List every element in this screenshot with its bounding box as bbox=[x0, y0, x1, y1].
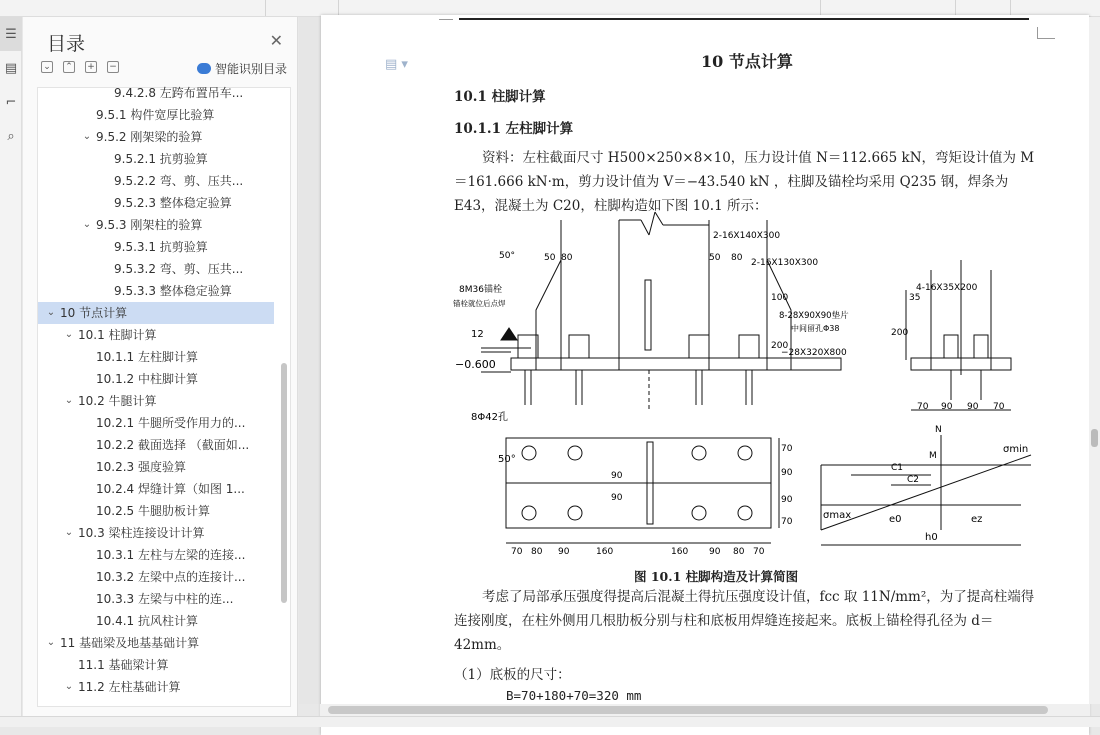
toc-item[interactable] bbox=[38, 170, 274, 192]
toc-item-label: 11.2 左柱基础计算 bbox=[78, 680, 181, 694]
toc-item-label: 9.5.2.2 弯、剪、压共... bbox=[114, 174, 244, 188]
toc-item-label: 10.2.5 牛腿肋板计算 bbox=[96, 504, 210, 518]
chevron-down-icon[interactable]: ⌄ bbox=[64, 681, 74, 692]
toc-item-label: 10.3.3 左梁与中柱的连... bbox=[96, 592, 234, 606]
e0-label: e0 bbox=[889, 514, 902, 525]
toc-item[interactable] bbox=[38, 104, 274, 126]
toc-item-label: 9.5.2 刚架梁的验算 bbox=[96, 130, 203, 144]
toc-toolbar bbox=[41, 61, 119, 73]
c1-label: C1 bbox=[891, 463, 904, 473]
toc-item-label: 9.5.3.3 整体稳定验算 bbox=[114, 284, 232, 298]
remove-icon[interactable]: − bbox=[107, 61, 119, 73]
toc-item[interactable] bbox=[38, 522, 274, 544]
search-icon[interactable]: ⌕ bbox=[7, 128, 15, 144]
dim-label: 200 bbox=[891, 328, 909, 338]
toc-item[interactable] bbox=[38, 588, 274, 610]
dim-label: 80 bbox=[531, 547, 543, 557]
ez-label: ez bbox=[971, 514, 983, 525]
dim-label: 200 bbox=[771, 341, 789, 351]
plan-view bbox=[506, 438, 779, 543]
toc-item[interactable] bbox=[38, 126, 274, 148]
toc-item[interactable] bbox=[38, 324, 274, 346]
document-icon[interactable]: ▤ ▾ bbox=[385, 57, 408, 72]
toc-item[interactable] bbox=[38, 258, 274, 280]
figure-caption: 图 10.1 柱脚构造及计算简图 bbox=[634, 569, 799, 584]
formula: B=70+180+70=320 mm bbox=[506, 688, 642, 703]
dim-label: 50 bbox=[709, 253, 721, 263]
toc-item-label: 10.2.4 焊缝计算（如图 1... bbox=[96, 482, 245, 496]
toc-item-label: 10.2.1 牛腿所受作用力的... bbox=[96, 416, 246, 430]
toc-item-label: 9.5.2.1 抗剪验算 bbox=[114, 152, 208, 166]
toc-item-label: 11 基础梁及地基基础计算 bbox=[60, 636, 200, 650]
axial-force-label: N bbox=[935, 425, 942, 435]
dim-label: 80 bbox=[733, 547, 745, 557]
toc-item[interactable] bbox=[38, 610, 274, 632]
chapter-title: 10 节点计算 bbox=[701, 52, 793, 71]
dim-label: 90 bbox=[781, 468, 793, 478]
toc-item-label: 9.5.1 构件宽厚比验算 bbox=[96, 108, 215, 122]
toc-item[interactable] bbox=[38, 390, 274, 412]
dim-label: 80 bbox=[561, 253, 573, 263]
dim-label: 70 bbox=[917, 402, 929, 412]
bolt-note: 锚栓就位后点焊 bbox=[453, 299, 506, 308]
toc-item-label: 9.5.3.1 抗剪验算 bbox=[114, 240, 208, 254]
toc-item[interactable] bbox=[38, 82, 274, 104]
stiffener-label: 4-16X35X200 bbox=[916, 283, 978, 293]
toc-item-label: 9.4.2.8 左跨布置吊车... bbox=[114, 86, 244, 100]
dim-label: 160 bbox=[596, 547, 614, 557]
plate-label: 2-16X130X300 bbox=[751, 258, 819, 268]
dim-label: 90 bbox=[781, 495, 793, 505]
chevron-down-icon[interactable]: ⌄ bbox=[64, 527, 74, 538]
subsection-title: 10.1.1 左柱脚计算 bbox=[454, 121, 574, 137]
toc-item[interactable] bbox=[38, 412, 274, 434]
list-item: （1）底板的尺寸： bbox=[454, 667, 571, 683]
dim-label: 70 bbox=[753, 547, 765, 557]
vertical-scrollbar[interactable] bbox=[1089, 17, 1100, 704]
sigma-max-label: σmax bbox=[823, 510, 852, 521]
toc-item[interactable] bbox=[38, 236, 274, 258]
document-area bbox=[299, 17, 1100, 704]
toc-item[interactable] bbox=[38, 214, 274, 236]
toc-item[interactable] bbox=[38, 654, 274, 676]
dim-label: 90 bbox=[967, 402, 979, 412]
chevron-down-icon[interactable]: ⌄ bbox=[82, 219, 92, 230]
chevron-down-icon[interactable]: ⌄ bbox=[64, 329, 74, 340]
toc-item-label: 9.5.3.2 弯、剪、压共... bbox=[114, 262, 244, 276]
toc-item-label: 10.4.1 抗风柱计算 bbox=[96, 614, 198, 628]
dim-label: 35 bbox=[909, 293, 921, 303]
section-title: 10.1 柱脚计算 bbox=[454, 89, 546, 105]
toc-item-label: 9.5.3 刚架柱的验算 bbox=[96, 218, 203, 232]
toc-item[interactable] bbox=[38, 302, 274, 324]
toolbar-separator bbox=[1010, 0, 1011, 16]
toc-item[interactable] bbox=[38, 456, 274, 478]
toc-item-label: 10.1 柱脚计算 bbox=[78, 328, 157, 342]
toc-item-label: 10.3.2 左梁中点的连接计... bbox=[96, 570, 246, 584]
toc-item-label: 10.3 梁柱连接设计计算 bbox=[78, 526, 205, 540]
dim-label: 80 bbox=[731, 253, 743, 263]
dim-label: 90 bbox=[611, 493, 623, 503]
toc-list bbox=[37, 87, 291, 707]
paragraph: 资料：左柱截面尺寸 H500×250×8×10，压力设计值 N＝112.665 kN，弯矩设计值为 M＝161.666 kN·m，剪力设计值为 V＝−43.540 kN ，柱脚及锚栓均采用 Q235 钢，焊条为 E43，混凝土为 C20，柱脚构造如下图 10.1 所示： bbox=[454, 150, 1035, 214]
toc-panel bbox=[23, 17, 298, 717]
toc-item-label: 10 节点计算 bbox=[60, 306, 128, 320]
chevron-down-icon[interactable]: ⌄ bbox=[46, 637, 56, 648]
toc-item-label: 10.2.2 截面选择 （截面如... bbox=[96, 438, 250, 452]
angle-label: 50° bbox=[498, 454, 516, 465]
c2-label: C2 bbox=[907, 475, 920, 485]
smart-toc-button[interactable] bbox=[197, 60, 287, 77]
scroll-thumb[interactable] bbox=[328, 706, 1048, 714]
paragraph: 考虑了局部承压强度得提高后混凝土得抗压强度设计值，fcc 取 11N/mm²，为了提高柱端得连接刚度，在柱外侧用几根肋板分别与柱和底板用焊缝连接起来。底板上锚栓得孔径为 d＝42mm。 bbox=[454, 589, 1035, 653]
page-corner-mark bbox=[1037, 27, 1055, 39]
weld-label: 12 bbox=[471, 329, 484, 340]
sigma-min-label: σmin bbox=[1003, 444, 1029, 455]
toc-panel-icon[interactable]: ☰ bbox=[0, 17, 22, 51]
scroll-thumb[interactable] bbox=[1091, 429, 1098, 447]
dim-label: 70 bbox=[511, 547, 523, 557]
toc-item[interactable] bbox=[38, 280, 274, 302]
toc-item[interactable] bbox=[38, 632, 274, 654]
column-base-figure bbox=[451, 200, 1041, 565]
toolbar-separator bbox=[338, 0, 339, 16]
add-icon[interactable]: + bbox=[85, 61, 97, 73]
toolbar-separator bbox=[955, 0, 956, 16]
hole-label: 8Φ42孔 bbox=[471, 412, 508, 423]
toc-item[interactable] bbox=[38, 544, 274, 566]
toc-item-label: 10.1.2 中柱脚计算 bbox=[96, 372, 198, 386]
toc-item[interactable] bbox=[38, 368, 274, 390]
collapse-all-icon[interactable]: ⌃ bbox=[63, 61, 75, 73]
toolbar-separator bbox=[820, 0, 821, 16]
page-corner-mark bbox=[439, 19, 453, 20]
toc-item-label: 10.1.1 左柱脚计算 bbox=[96, 350, 198, 364]
expand-all-icon[interactable]: ⌄ bbox=[41, 61, 53, 73]
plate-label: 2-16X140X300 bbox=[713, 231, 781, 241]
header-rule bbox=[459, 18, 1029, 20]
elevation-label: −0.600 bbox=[455, 358, 496, 371]
dim-label: 90 bbox=[941, 402, 953, 412]
toolbar-separator bbox=[265, 0, 266, 16]
washer-label: 8-28X90X90垫片 bbox=[779, 311, 849, 321]
dim-label: 70 bbox=[993, 402, 1005, 412]
horizontal-scrollbar[interactable] bbox=[320, 704, 1090, 716]
toc-item[interactable] bbox=[38, 434, 274, 456]
dim-label: 50 bbox=[544, 253, 556, 263]
toc-item[interactable] bbox=[38, 478, 274, 500]
toc-scrollbar[interactable] bbox=[281, 363, 287, 603]
baseplate-label: −28X320X800 bbox=[781, 348, 847, 358]
dim-label: 90 bbox=[558, 547, 570, 557]
toc-item-label: 10.2.3 强度验算 bbox=[96, 460, 186, 474]
toc-item[interactable] bbox=[38, 148, 274, 170]
moment-label: M bbox=[929, 451, 937, 461]
chevron-down-icon[interactable]: ⌄ bbox=[82, 131, 92, 142]
dim-label: 70 bbox=[781, 517, 793, 527]
bolt-label: 8M36锚栓 bbox=[459, 285, 502, 295]
toc-item-label: 9.5.2.3 整体稳定验算 bbox=[114, 196, 232, 210]
toc-item-label: 11.1 基础梁计算 bbox=[78, 658, 169, 672]
dim-label: 160 bbox=[671, 547, 689, 557]
stress-diagram bbox=[821, 435, 1031, 545]
smart-toc-label: 智能识别目录 bbox=[214, 62, 287, 76]
bookmark-icon[interactable]: ⌐ bbox=[5, 94, 17, 110]
smart-icon bbox=[197, 63, 211, 74]
toc-item[interactable] bbox=[38, 500, 274, 522]
dim-label: 90 bbox=[611, 471, 623, 481]
outline-icon[interactable]: ▤ bbox=[4, 60, 18, 76]
toc-item[interactable] bbox=[38, 676, 274, 698]
toc-item-label: 10.2 牛腿计算 bbox=[78, 394, 157, 408]
toc-item[interactable] bbox=[38, 346, 274, 368]
toc-item[interactable] bbox=[38, 192, 274, 214]
chevron-down-icon[interactable]: ⌄ bbox=[64, 395, 74, 406]
left-rail bbox=[0, 17, 22, 717]
toc-title: 目录 bbox=[47, 33, 86, 55]
dim-label: 100 bbox=[771, 293, 789, 303]
close-icon[interactable]: ✕ bbox=[269, 31, 283, 50]
washer-note: 中间留孔Φ38 bbox=[791, 324, 840, 333]
toc-item-label: 10.3.1 左柱与左梁的连接... bbox=[96, 548, 246, 562]
toc-item[interactable] bbox=[38, 566, 274, 588]
h0-label: h0 bbox=[925, 532, 938, 543]
dim-label: 90 bbox=[709, 547, 721, 557]
dim-label: 70 bbox=[781, 444, 793, 454]
document-page bbox=[321, 15, 1089, 735]
chevron-down-icon[interactable]: ⌄ bbox=[46, 307, 56, 318]
status-bar bbox=[0, 716, 1100, 727]
angle-label: 50° bbox=[499, 251, 515, 261]
